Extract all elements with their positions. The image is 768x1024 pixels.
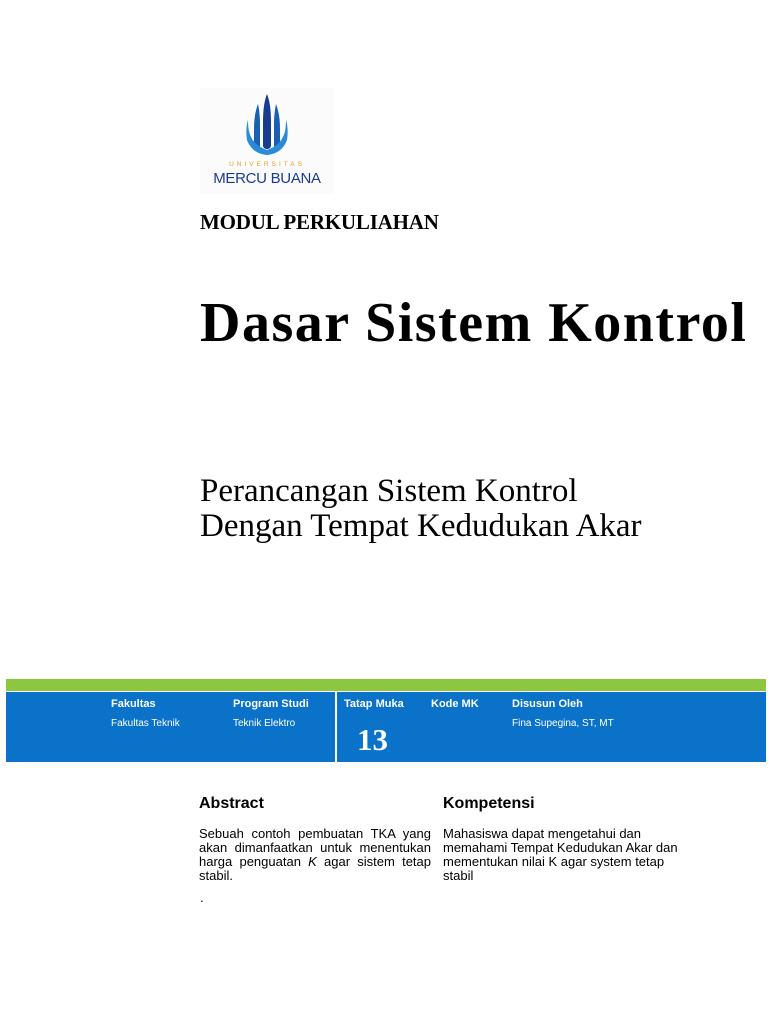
abstract-text [199,827,431,883]
abstract-text-part: Sebuah contoh pembuatan TKA yang akan dimanfaatkan untuk menentukan harga penguatan [199,826,431,869]
abstract-trailing-dot: . [200,890,204,905]
program-studi-value: Teknik Elektro [233,718,296,729]
fakultas-header: Fakultas [111,698,156,710]
program-studi-header: Program Studi [233,698,309,710]
disusun-oleh-header: Disusun Oleh [512,698,583,710]
topic-title: Perancangan Sistem Kontrol Dengan Tempat Kedudukan Akar [200,473,642,544]
course-title: Dasar Sistem Kontrol [200,292,748,354]
kompetensi-text: Mahasiswa dapat mengetahui dan memahami Tempat Kedudukan Akar dan mementukan nilai K agar system tetap stabil [443,826,678,883]
disusun-oleh-value: Fina Supegina, ST, MT [512,718,614,729]
tatap-muka-value: 13 [357,722,388,757]
university-label: UNIVERSITAS [229,161,305,168]
module-label: MODUL PERKULIAHAN [200,210,439,234]
kompetensi-heading: Kompetensi [443,795,535,812]
abstract-heading: Abstract [199,795,264,812]
abstract-text-k: K [308,854,317,869]
abstract-text-part: agar sistem tetap stabil. [199,854,431,883]
fakultas-value: Fakultas Teknik [111,718,180,729]
university-name: MERCU BUANA [213,170,321,187]
mercu-buana-emblem-icon [244,94,290,158]
university-logo [200,88,334,194]
tatap-muka-header: Tatap Muka [344,698,404,710]
info-band-divider [335,692,337,762]
info-band-green-stripe [6,679,766,691]
kode-mk-header: Kode MK [431,698,479,710]
